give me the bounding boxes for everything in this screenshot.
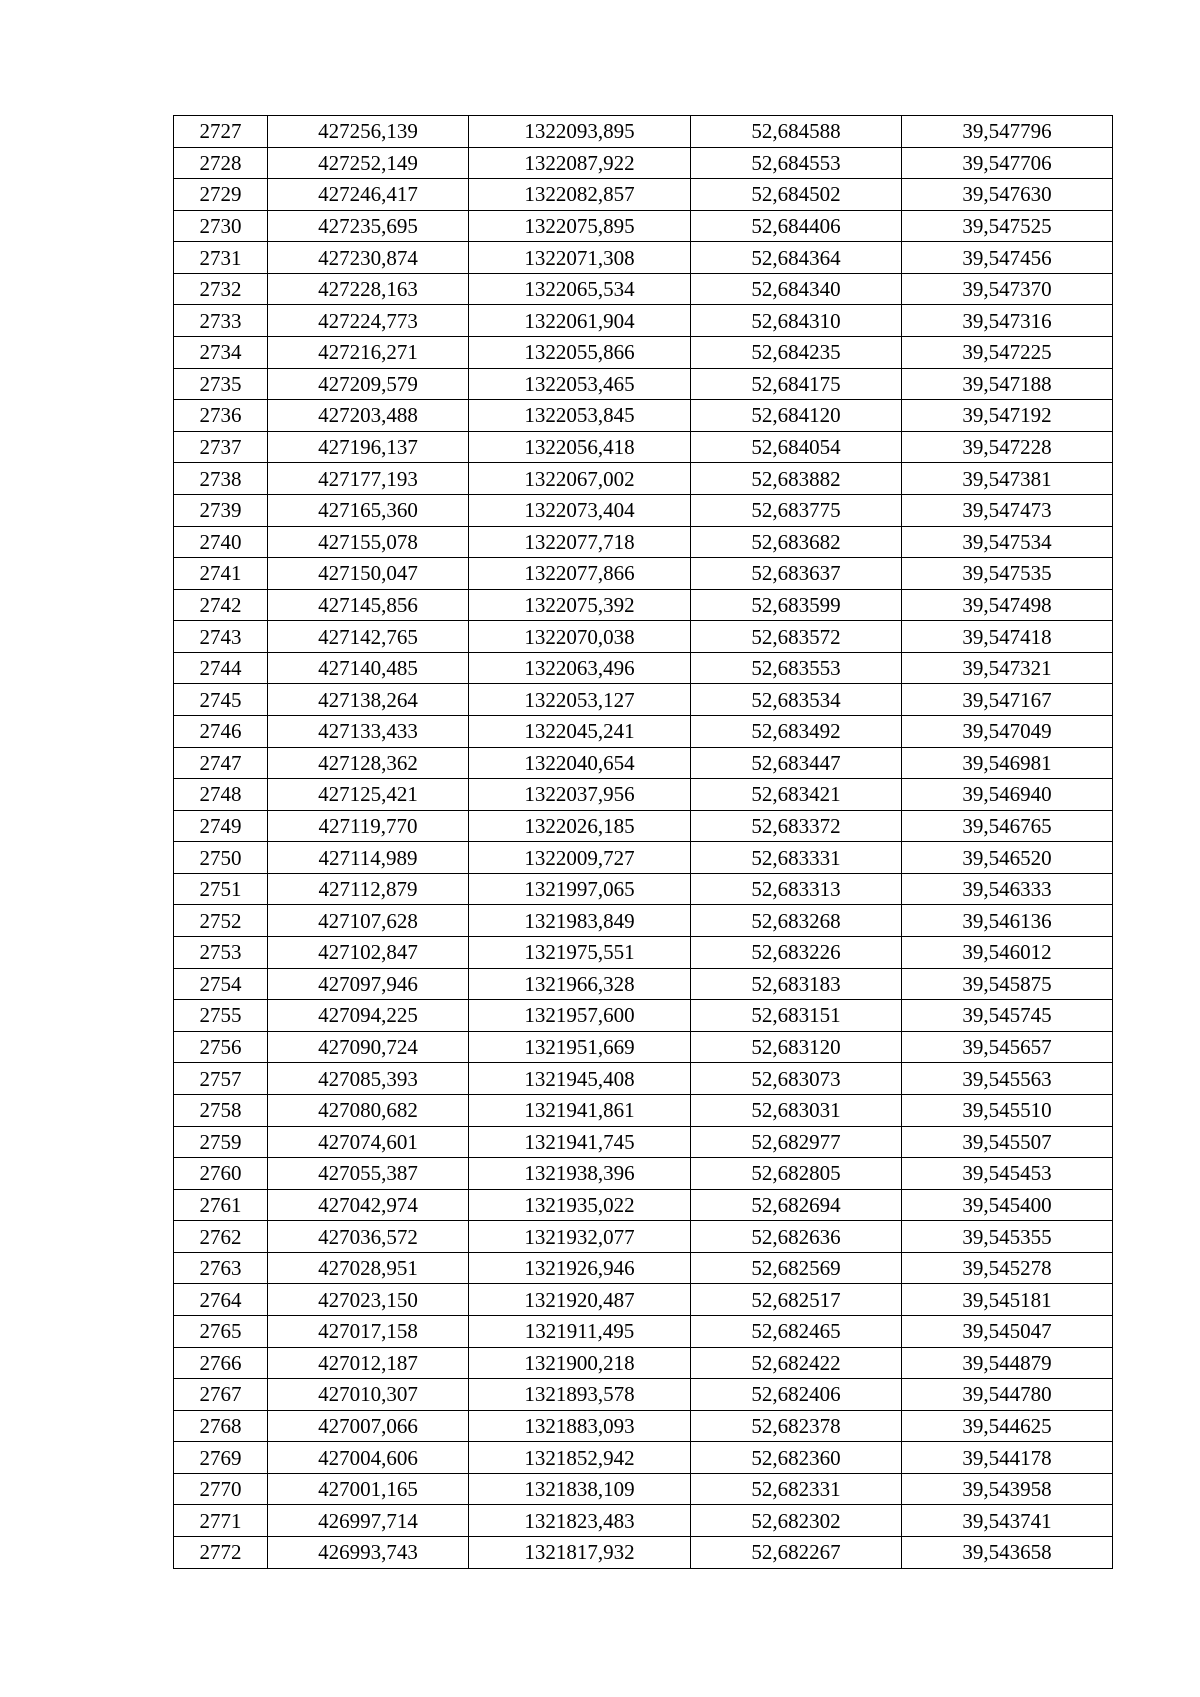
longitude-cell: 39,545047 [902,1315,1113,1347]
longitude-cell: 39,546136 [902,905,1113,937]
point-number-cell: 2754 [174,968,268,1000]
y-coordinate-cell: 1322073,404 [469,494,691,526]
table-row [174,873,1113,905]
longitude-cell: 39,543958 [902,1473,1113,1505]
longitude-cell: 39,547381 [902,463,1113,495]
point-number-cell: 2747 [174,747,268,779]
point-number-cell: 2733 [174,305,268,337]
y-coordinate-cell: 1321975,551 [469,937,691,969]
table-row [174,337,1113,369]
table-row [174,1158,1113,1190]
x-coordinate-cell: 427230,874 [268,242,469,274]
y-coordinate-cell: 1321911,495 [469,1315,691,1347]
point-number-cell: 2771 [174,1505,268,1537]
longitude-cell: 39,544879 [902,1347,1113,1379]
y-coordinate-cell: 1322071,308 [469,242,691,274]
x-coordinate-cell: 427165,360 [268,494,469,526]
latitude-cell: 52,682378 [691,1410,902,1442]
y-coordinate-cell: 1322037,956 [469,779,691,811]
longitude-cell: 39,546765 [902,810,1113,842]
x-coordinate-cell: 427107,628 [268,905,469,937]
point-number-cell: 2742 [174,589,268,621]
table-row [174,905,1113,937]
table-row [174,1189,1113,1221]
longitude-cell: 39,543741 [902,1505,1113,1537]
x-coordinate-cell: 427228,163 [268,273,469,305]
table-row [174,621,1113,653]
point-number-cell: 2765 [174,1315,268,1347]
longitude-cell: 39,547192 [902,400,1113,432]
y-coordinate-cell: 1322082,857 [469,179,691,211]
x-coordinate-cell: 427138,264 [268,684,469,716]
longitude-cell: 39,547316 [902,305,1113,337]
point-number-cell: 2752 [174,905,268,937]
point-number-cell: 2760 [174,1158,268,1190]
y-coordinate-cell: 1321941,745 [469,1126,691,1158]
y-coordinate-cell: 1321966,328 [469,968,691,1000]
point-number-cell: 2728 [174,147,268,179]
longitude-cell: 39,547796 [902,116,1113,148]
latitude-cell: 52,683421 [691,779,902,811]
table-row [174,684,1113,716]
y-coordinate-cell: 1322045,241 [469,715,691,747]
point-number-cell: 2751 [174,873,268,905]
point-number-cell: 2736 [174,400,268,432]
longitude-cell: 39,546940 [902,779,1113,811]
longitude-cell: 39,547321 [902,652,1113,684]
x-coordinate-cell: 427252,149 [268,147,469,179]
x-coordinate-cell: 427216,271 [268,337,469,369]
table-row [174,1505,1113,1537]
y-coordinate-cell: 1321938,396 [469,1158,691,1190]
table-row [174,1410,1113,1442]
latitude-cell: 52,682805 [691,1158,902,1190]
point-number-cell: 2731 [174,242,268,274]
latitude-cell: 52,683331 [691,842,902,874]
x-coordinate-cell: 427209,579 [268,368,469,400]
latitude-cell: 52,682331 [691,1473,902,1505]
latitude-cell: 52,682517 [691,1284,902,1316]
table-row [174,1031,1113,1063]
longitude-cell: 39,545181 [902,1284,1113,1316]
longitude-cell: 39,545510 [902,1094,1113,1126]
point-number-cell: 2764 [174,1284,268,1316]
y-coordinate-cell: 1322063,496 [469,652,691,684]
y-coordinate-cell: 1322067,002 [469,463,691,495]
latitude-cell: 52,684310 [691,305,902,337]
table-row [174,1473,1113,1505]
x-coordinate-cell: 427155,078 [268,526,469,558]
longitude-cell: 39,545563 [902,1063,1113,1095]
x-coordinate-cell: 427042,974 [268,1189,469,1221]
x-coordinate-cell: 427112,879 [268,873,469,905]
latitude-cell: 52,682636 [691,1221,902,1253]
point-number-cell: 2750 [174,842,268,874]
longitude-cell: 39,547706 [902,147,1113,179]
longitude-cell: 39,547534 [902,526,1113,558]
table-row [174,210,1113,242]
point-number-cell: 2745 [174,684,268,716]
longitude-cell: 39,545507 [902,1126,1113,1158]
x-coordinate-cell: 427203,488 [268,400,469,432]
latitude-cell: 52,684553 [691,147,902,179]
point-number-cell: 2746 [174,715,268,747]
x-coordinate-cell: 427119,770 [268,810,469,842]
y-coordinate-cell: 1321893,578 [469,1379,691,1411]
table-row [174,589,1113,621]
latitude-cell: 52,683183 [691,968,902,1000]
point-number-cell: 2755 [174,1000,268,1032]
longitude-cell: 39,545278 [902,1252,1113,1284]
point-number-cell: 2772 [174,1537,268,1569]
latitude-cell: 52,683534 [691,684,902,716]
latitude-cell: 52,683572 [691,621,902,653]
longitude-cell: 39,545400 [902,1189,1113,1221]
latitude-cell: 52,684340 [691,273,902,305]
y-coordinate-cell: 1321997,065 [469,873,691,905]
point-number-cell: 2735 [174,368,268,400]
table-row [174,1094,1113,1126]
table-row [174,558,1113,590]
longitude-cell: 39,547370 [902,273,1113,305]
longitude-cell: 39,547630 [902,179,1113,211]
point-number-cell: 2739 [174,494,268,526]
longitude-cell: 39,545745 [902,1000,1113,1032]
y-coordinate-cell: 1321817,932 [469,1537,691,1569]
x-coordinate-cell: 427080,682 [268,1094,469,1126]
point-number-cell: 2737 [174,431,268,463]
latitude-cell: 52,684054 [691,431,902,463]
table-row [174,779,1113,811]
x-coordinate-cell: 427010,307 [268,1379,469,1411]
latitude-cell: 52,683073 [691,1063,902,1095]
x-coordinate-cell: 427235,695 [268,210,469,242]
latitude-cell: 52,682977 [691,1126,902,1158]
table-row [174,842,1113,874]
y-coordinate-cell: 1322055,866 [469,337,691,369]
table-row [174,1442,1113,1474]
y-coordinate-cell: 1322026,185 [469,810,691,842]
table-row [174,147,1113,179]
table-row [174,400,1113,432]
latitude-cell: 52,683492 [691,715,902,747]
table-row [174,179,1113,211]
x-coordinate-cell: 427256,139 [268,116,469,148]
longitude-cell: 39,545355 [902,1221,1113,1253]
latitude-cell: 52,683151 [691,1000,902,1032]
point-number-cell: 2744 [174,652,268,684]
point-number-cell: 2738 [174,463,268,495]
y-coordinate-cell: 1321823,483 [469,1505,691,1537]
table-row [174,1221,1113,1253]
table-row [174,273,1113,305]
x-coordinate-cell: 427036,572 [268,1221,469,1253]
longitude-cell: 39,547225 [902,337,1113,369]
table-row [174,1063,1113,1095]
y-coordinate-cell: 1321852,942 [469,1442,691,1474]
point-number-cell: 2748 [174,779,268,811]
y-coordinate-cell: 1322065,534 [469,273,691,305]
point-number-cell: 2753 [174,937,268,969]
y-coordinate-cell: 1321951,669 [469,1031,691,1063]
longitude-cell: 39,547188 [902,368,1113,400]
latitude-cell: 52,684120 [691,400,902,432]
y-coordinate-cell: 1321945,408 [469,1063,691,1095]
x-coordinate-cell: 427017,158 [268,1315,469,1347]
x-coordinate-cell: 427133,433 [268,715,469,747]
table-row [174,368,1113,400]
coordinates-table [173,115,1113,1569]
latitude-cell: 52,683447 [691,747,902,779]
x-coordinate-cell: 427055,387 [268,1158,469,1190]
x-coordinate-cell: 427177,193 [268,463,469,495]
y-coordinate-cell: 1322056,418 [469,431,691,463]
y-coordinate-cell: 1321920,487 [469,1284,691,1316]
x-coordinate-cell: 426997,714 [268,1505,469,1537]
longitude-cell: 39,546012 [902,937,1113,969]
point-number-cell: 2761 [174,1189,268,1221]
table-row [174,810,1113,842]
x-coordinate-cell: 427090,724 [268,1031,469,1063]
table-row [174,747,1113,779]
y-coordinate-cell: 1321957,600 [469,1000,691,1032]
longitude-cell: 39,546981 [902,747,1113,779]
latitude-cell: 52,684364 [691,242,902,274]
longitude-cell: 39,547049 [902,715,1113,747]
latitude-cell: 52,683882 [691,463,902,495]
longitude-cell: 39,547418 [902,621,1113,653]
point-number-cell: 2763 [174,1252,268,1284]
y-coordinate-cell: 1321983,849 [469,905,691,937]
x-coordinate-cell: 427097,946 [268,968,469,1000]
table-row [174,305,1113,337]
y-coordinate-cell: 1322061,904 [469,305,691,337]
x-coordinate-cell: 426993,743 [268,1537,469,1569]
x-coordinate-cell: 427023,150 [268,1284,469,1316]
table-row [174,1379,1113,1411]
y-coordinate-cell: 1321932,077 [469,1221,691,1253]
latitude-cell: 52,682406 [691,1379,902,1411]
longitude-cell: 39,547535 [902,558,1113,590]
y-coordinate-cell: 1322009,727 [469,842,691,874]
x-coordinate-cell: 427128,362 [268,747,469,779]
y-coordinate-cell: 1321838,109 [469,1473,691,1505]
x-coordinate-cell: 427114,989 [268,842,469,874]
latitude-cell: 52,682465 [691,1315,902,1347]
point-number-cell: 2759 [174,1126,268,1158]
longitude-cell: 39,546520 [902,842,1113,874]
y-coordinate-cell: 1322070,038 [469,621,691,653]
latitude-cell: 52,682694 [691,1189,902,1221]
point-number-cell: 2770 [174,1473,268,1505]
y-coordinate-cell: 1322040,654 [469,747,691,779]
x-coordinate-cell: 427196,137 [268,431,469,463]
longitude-cell: 39,546333 [902,873,1113,905]
latitude-cell: 52,684175 [691,368,902,400]
point-number-cell: 2743 [174,621,268,653]
x-coordinate-cell: 427145,856 [268,589,469,621]
longitude-cell: 39,544178 [902,1442,1113,1474]
longitude-cell: 39,543658 [902,1537,1113,1569]
table-row [174,431,1113,463]
latitude-cell: 52,684235 [691,337,902,369]
y-coordinate-cell: 1322053,845 [469,400,691,432]
x-coordinate-cell: 427150,047 [268,558,469,590]
longitude-cell: 39,547228 [902,431,1113,463]
table-row [174,1000,1113,1032]
latitude-cell: 52,683637 [691,558,902,590]
table-row [174,1252,1113,1284]
y-coordinate-cell: 1322075,895 [469,210,691,242]
point-number-cell: 2757 [174,1063,268,1095]
y-coordinate-cell: 1321926,946 [469,1252,691,1284]
point-number-cell: 2758 [174,1094,268,1126]
x-coordinate-cell: 427140,485 [268,652,469,684]
point-number-cell: 2740 [174,526,268,558]
point-number-cell: 2732 [174,273,268,305]
table-row [174,1126,1113,1158]
table-row [174,242,1113,274]
x-coordinate-cell: 427085,393 [268,1063,469,1095]
point-number-cell: 2769 [174,1442,268,1474]
point-number-cell: 2729 [174,179,268,211]
point-number-cell: 2762 [174,1221,268,1253]
longitude-cell: 39,547473 [902,494,1113,526]
y-coordinate-cell: 1322053,127 [469,684,691,716]
x-coordinate-cell: 427094,225 [268,1000,469,1032]
table-row [174,937,1113,969]
x-coordinate-cell: 427004,606 [268,1442,469,1474]
table-row [174,1537,1113,1569]
latitude-cell: 52,682267 [691,1537,902,1569]
latitude-cell: 52,682422 [691,1347,902,1379]
longitude-cell: 39,547525 [902,210,1113,242]
table-row [174,463,1113,495]
longitude-cell: 39,545453 [902,1158,1113,1190]
longitude-cell: 39,545875 [902,968,1113,1000]
longitude-cell: 39,545657 [902,1031,1113,1063]
x-coordinate-cell: 427224,773 [268,305,469,337]
latitude-cell: 52,683226 [691,937,902,969]
latitude-cell: 52,684588 [691,116,902,148]
point-number-cell: 2768 [174,1410,268,1442]
table-row [174,652,1113,684]
x-coordinate-cell: 427012,187 [268,1347,469,1379]
x-coordinate-cell: 427007,066 [268,1410,469,1442]
longitude-cell: 39,547456 [902,242,1113,274]
latitude-cell: 52,682569 [691,1252,902,1284]
point-number-cell: 2730 [174,210,268,242]
x-coordinate-cell: 427074,601 [268,1126,469,1158]
x-coordinate-cell: 427102,847 [268,937,469,969]
point-number-cell: 2749 [174,810,268,842]
y-coordinate-cell: 1322087,922 [469,147,691,179]
point-number-cell: 2766 [174,1347,268,1379]
table-row [174,715,1113,747]
latitude-cell: 52,683031 [691,1094,902,1126]
latitude-cell: 52,683775 [691,494,902,526]
table-row [174,494,1113,526]
y-coordinate-cell: 1321883,093 [469,1410,691,1442]
longitude-cell: 39,544780 [902,1379,1113,1411]
y-coordinate-cell: 1321900,218 [469,1347,691,1379]
y-coordinate-cell: 1321941,861 [469,1094,691,1126]
longitude-cell: 39,547167 [902,684,1113,716]
point-number-cell: 2767 [174,1379,268,1411]
table-row [174,1284,1113,1316]
point-number-cell: 2727 [174,116,268,148]
y-coordinate-cell: 1322075,392 [469,589,691,621]
table-row [174,526,1113,558]
x-coordinate-cell: 427125,421 [268,779,469,811]
table-row [174,1315,1113,1347]
latitude-cell: 52,684406 [691,210,902,242]
point-number-cell: 2734 [174,337,268,369]
latitude-cell: 52,683372 [691,810,902,842]
table-row [174,968,1113,1000]
y-coordinate-cell: 1322093,895 [469,116,691,148]
coordinates-table-body [174,116,1113,1569]
x-coordinate-cell: 427142,765 [268,621,469,653]
latitude-cell: 52,683268 [691,905,902,937]
table-row [174,1347,1113,1379]
latitude-cell: 52,683120 [691,1031,902,1063]
y-coordinate-cell: 1321935,022 [469,1189,691,1221]
longitude-cell: 39,547498 [902,589,1113,621]
table-row [174,116,1113,148]
latitude-cell: 52,683682 [691,526,902,558]
latitude-cell: 52,683313 [691,873,902,905]
latitude-cell: 52,683599 [691,589,902,621]
y-coordinate-cell: 1322053,465 [469,368,691,400]
x-coordinate-cell: 427028,951 [268,1252,469,1284]
point-number-cell: 2756 [174,1031,268,1063]
latitude-cell: 52,683553 [691,652,902,684]
x-coordinate-cell: 427246,417 [268,179,469,211]
latitude-cell: 52,682360 [691,1442,902,1474]
y-coordinate-cell: 1322077,718 [469,526,691,558]
point-number-cell: 2741 [174,558,268,590]
longitude-cell: 39,544625 [902,1410,1113,1442]
latitude-cell: 52,682302 [691,1505,902,1537]
x-coordinate-cell: 427001,165 [268,1473,469,1505]
y-coordinate-cell: 1322077,866 [469,558,691,590]
latitude-cell: 52,684502 [691,179,902,211]
